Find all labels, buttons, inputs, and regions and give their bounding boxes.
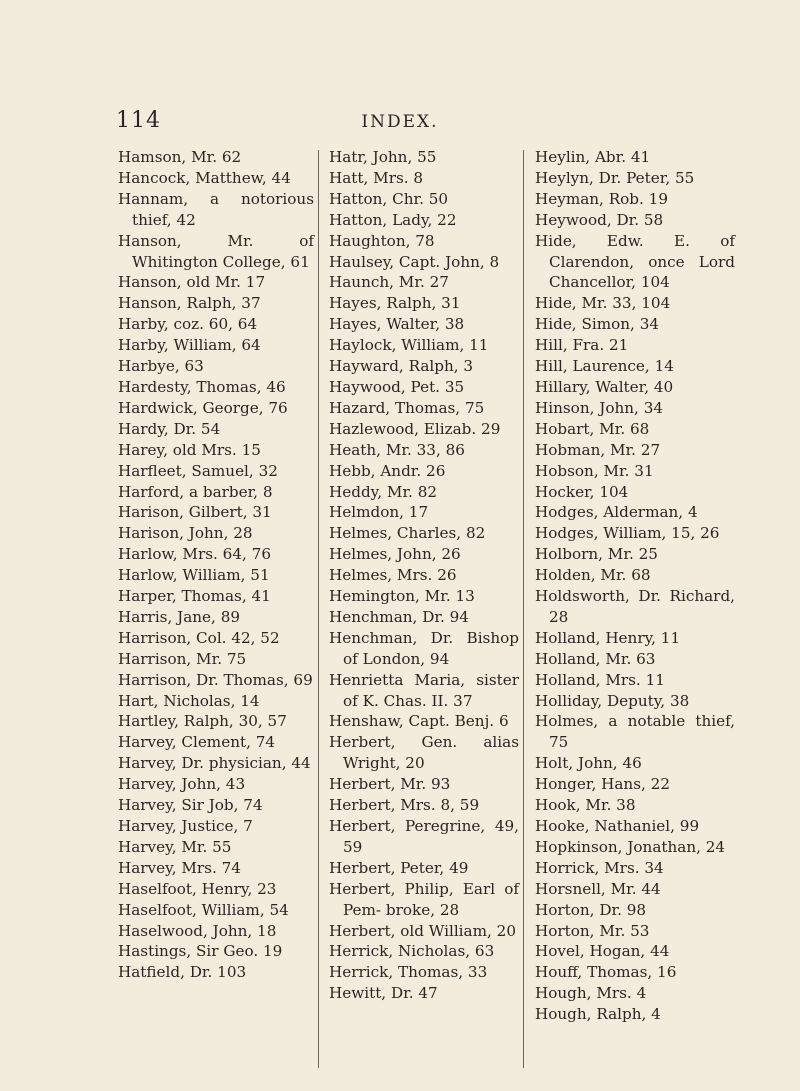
index-entry: Harper, Thomas, 41	[118, 587, 271, 606]
index-entry: Hobart, Mr. 68	[535, 419, 650, 438]
index-entry: Harison, John, 28	[118, 524, 253, 543]
index-entry: Herrick, Nicholas, 63	[329, 942, 495, 961]
index-entry: Hewitt, Dr. 47	[329, 984, 438, 1003]
index-entry: Hide, Edw. E. of Clarendon, once Lord Chancellor, 104	[535, 231, 735, 292]
index-entry: Herbert, old William, 20	[329, 921, 516, 940]
index-entry: Hovel, Hogan, 44	[535, 942, 670, 961]
index-entry: Hemington, Mr. 13	[329, 587, 475, 606]
index-entry: Hanson, Ralph, 37	[118, 294, 261, 313]
index-entry: Henchman, Dr. 94	[329, 607, 469, 626]
index-entry: Harrison, Dr. Thomas, 69	[118, 670, 313, 689]
index-entry: Hannam, a notorious thief, 42	[118, 189, 314, 229]
index-entry: Helmes, Mrs. 26	[329, 566, 457, 585]
index-entry: Hillary, Walter, 40	[535, 377, 674, 396]
index-entry: Hebb, Andr. 26	[329, 461, 446, 480]
index-entry: Harvey, John, 43	[118, 775, 246, 794]
index-entry: Harvey, Clement, 74	[118, 733, 276, 752]
index-entry: Herbert, Mrs. 8, 59	[329, 796, 480, 815]
index-entry: Hinson, John, 34	[535, 398, 664, 417]
index-entry: Hill, Laurence, 14	[535, 357, 674, 376]
index-entry: Haywood, Pet. 35	[329, 377, 465, 396]
index-entry: Harvey, Mrs. 74	[118, 858, 241, 877]
index-entry: Hayes, Ralph, 31	[329, 294, 461, 313]
index-entry: Hatr, John, 55	[329, 148, 437, 166]
index-entry: Haselfoot, Henry, 23	[118, 879, 277, 898]
index-entry: Hatfield, Dr. 103	[118, 963, 247, 982]
index-entry: Hatton, Chr. 50	[329, 189, 449, 208]
index-entry: Hobman, Mr. 27	[535, 440, 661, 459]
index-entry: Horrick, Mrs. 34	[535, 858, 664, 877]
index-entry: Horton, Mr. 53	[535, 921, 650, 940]
index-entry: Hazlewood, Elizab. 29	[329, 419, 501, 438]
index-entry: Henchman, Dr. Bishop of London, 94	[329, 628, 519, 668]
index-entry: Haunch, Mr. 27	[329, 273, 449, 292]
index-entry: Hancock, Matthew, 44	[118, 168, 291, 187]
index-entry: Harby, coz. 60, 64	[118, 315, 258, 334]
column-rule-right	[523, 150, 524, 1068]
index-entry: Heywood, Dr. 58	[535, 210, 664, 229]
index-entry: Houff, Thomas, 16	[535, 963, 677, 982]
index-entry: Hatton, Lady, 22	[329, 210, 457, 229]
index-entry: Harlow, Mrs. 64, 76	[118, 545, 271, 564]
index-entry: Hopkinson, Jonathan, 24	[535, 837, 726, 856]
index-entry: Herbert, Peregrine, 49, 59	[329, 817, 519, 856]
index-entry: Haylock, William, 11	[329, 336, 489, 355]
index-entry: Hide, Mr. 33, 104	[535, 294, 671, 313]
index-entry: Hobson, Mr. 31	[535, 461, 654, 480]
index-entry: Horsnell, Mr. 44	[535, 879, 661, 898]
index-entry: Hough, Mrs. 4	[535, 984, 647, 1003]
index-entry: Hodges, William, 15, 26	[535, 524, 720, 543]
index-entry: Helmdon, 17	[329, 503, 429, 522]
index-entry: Harvey, Mr. 55	[118, 837, 232, 856]
index-column-1	[118, 147, 314, 983]
index-entry: Harvey, Justice, 7	[118, 817, 253, 835]
index-entry: Harrison, Col. 42, 52	[118, 628, 280, 647]
index-entry: Henrietta Maria, sister of K. Chas. II. 37	[329, 670, 519, 710]
index-entry: Hanson, old Mr. 17	[118, 273, 266, 292]
index-entry: Harrison, Mr. 75	[118, 649, 247, 668]
index-entry: Herbert, Philip, Earl of Pem- broke, 28	[329, 879, 519, 919]
index-entry: Harvey, Dr. physician, 44	[118, 754, 311, 773]
index-entry: Holliday, Deputy, 38	[535, 691, 690, 710]
index-entry: Hastings, Sir Geo. 19	[118, 942, 283, 961]
index-entry: Holborn, Mr. 25	[535, 545, 658, 564]
index-entry: Harbye, 63	[118, 357, 204, 376]
index-entry: Harris, Jane, 89	[118, 607, 241, 626]
index-column-3	[535, 147, 735, 1025]
index-entry: Holt, John, 46	[535, 754, 642, 773]
index-entry: Hill, Fra. 21	[535, 336, 629, 355]
index-entry: Hardwick, George, 76	[118, 398, 288, 417]
index-entry: Helmes, John, 26	[329, 545, 461, 564]
index-entry: Heylin, Abr. 41	[535, 148, 651, 166]
index-entry: Herbert, Peter, 49	[329, 858, 469, 877]
index-entry: Heyman, Rob. 19	[535, 189, 668, 208]
index-entry: Hough, Ralph, 4	[535, 1005, 661, 1024]
index-entry: Holden, Mr. 68	[535, 566, 651, 585]
index-entry: Horton, Dr. 98	[535, 900, 647, 919]
index-entry: Herrick, Thomas, 33	[329, 963, 488, 982]
running-head: INDEX.	[361, 112, 439, 132]
index-entry: Haulsey, Capt. John, 8	[329, 252, 500, 271]
index-entry: Hatt, Mrs. 8	[329, 168, 424, 187]
index-entry: Hamson, Mr. 62	[118, 148, 242, 166]
index-entry: Heylyn, Dr. Peter, 55	[535, 168, 695, 187]
index-entry: Hocker, 104	[535, 482, 629, 501]
index-entry: Hartley, Ralph, 30, 57	[118, 712, 287, 731]
index-entry: Harison, Gilbert, 31	[118, 503, 272, 522]
index-entry: Herbert, Mr. 93	[329, 775, 451, 794]
index-entry: Hart, Nicholas, 14	[118, 691, 260, 710]
index-entry: Heddy, Mr. 82	[329, 482, 438, 501]
index-entry: Harby, William, 64	[118, 336, 261, 355]
index-column-2	[329, 147, 519, 1004]
index-entry: Hodges, Alderman, 4	[535, 503, 698, 522]
index-entry: Holland, Mrs. 11	[535, 670, 665, 689]
index-entry: Henshaw, Capt. Benj. 6	[329, 712, 509, 731]
index-entry: Hardesty, Thomas, 46	[118, 377, 286, 396]
index-entry: Hanson, Mr. of Whitington College, 61	[118, 231, 314, 271]
index-entry: Helmes, Charles, 82	[329, 524, 486, 543]
index-entry: Haselwood, John, 18	[118, 921, 277, 940]
index-entry: Holland, Mr. 63	[535, 649, 656, 668]
index-entry: Honger, Hans, 22	[535, 775, 670, 794]
index-entry: Heath, Mr. 33, 86	[329, 440, 465, 459]
index-entry: Hardy, Dr. 54	[118, 419, 221, 438]
index-entry: Holmes, a notable thief, 75	[535, 712, 735, 752]
index-entry: Hook, Mr. 38	[535, 796, 636, 815]
index-entry: Hayward, Ralph, 3	[329, 357, 474, 376]
index-entry: Holland, Henry, 11	[535, 628, 681, 647]
index-entry: Hooke, Nathaniel, 99	[535, 817, 700, 835]
index-entry: Holdsworth, Dr. Richard, 28	[535, 587, 735, 626]
index-entry: Haselfoot, William, 54	[118, 900, 289, 919]
index-entry: Herbert, Gen. alias Wright, 20	[329, 733, 519, 773]
index-entry: Harlow, William, 51	[118, 566, 270, 585]
page-number: 114	[116, 108, 161, 133]
index-entry: Hayes, Walter, 38	[329, 315, 465, 334]
index-entry: Harfleet, Samuel, 32	[118, 461, 278, 480]
column-rule-left	[318, 150, 319, 1068]
index-entry: Haughton, 78	[329, 231, 435, 250]
index-entry: Hazard, Thomas, 75	[329, 398, 485, 417]
index-entry: Harey, old Mrs. 15	[118, 440, 261, 459]
index-entry: Harvey, Sir Job, 74	[118, 796, 263, 815]
index-entry: Hide, Simon, 34	[535, 315, 660, 334]
index-entry: Harford, a barber, 8	[118, 482, 273, 501]
